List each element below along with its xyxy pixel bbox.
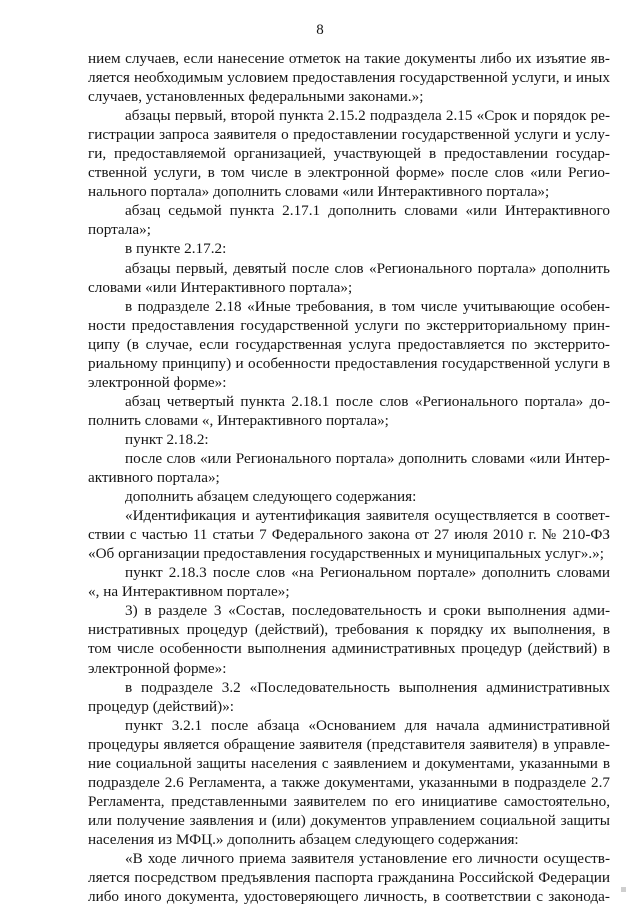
text-line: ляется посредством предъявления паспорта гражданина Российской Федерации [88, 869, 610, 887]
text-line: пункт 2.18.3 после слов «на Региональном портале» дополнить словами [125, 564, 610, 582]
text-line: абзацы первый, второй пункта 2.15.2 подраздела 2.15 «Срок и порядок ре- [125, 107, 610, 125]
text-line: пункт 2.18.2: [125, 430, 209, 448]
text-line: в пункте 2.17.2: [125, 240, 227, 258]
text-line: абзац четвертый пункта 2.18.1 после слов «Регионального портала» до- [125, 392, 610, 410]
text-line: ности предоставления государственной услуги по экстерриториальному прин- [88, 316, 610, 334]
text-line: населения из МФЦ.» дополнить абзацем следующего содержания: [88, 830, 519, 848]
text-line: ципу (в случае, если государственная услуга предоставляется по экстеррито- [88, 335, 610, 353]
document-body [88, 49, 610, 906]
page-number: 8 [316, 22, 324, 38]
scan-artifact-mark [621, 887, 626, 892]
text-line: 3) в разделе 3 «Состав, последовательность и сроки выполнения адми- [125, 602, 610, 620]
text-line: ствии с частью 11 статьи 7 Федерального закона от 27 июля 2010 г. № 210-ФЗ [88, 526, 610, 544]
text-line: активного портала»; [88, 469, 220, 487]
text-line: нием случаев, если нанесение отметок на такие документы либо их изъятие яв- [88, 50, 610, 67]
text-line: электронной форме»: [88, 659, 227, 677]
text-line: абзацы первый, девятый после слов «Регионального портала» дополнить [125, 259, 610, 277]
text-line: процедур (действий)»: [88, 697, 235, 715]
text-line: «Об организации предоставления государственных и муниципальных услуг».»; [88, 545, 604, 563]
text-line: после слов «или Регионального портала» дополнить словами «или Интер- [125, 449, 610, 467]
text-line: в подразделе 2.18 «Иные требования, в том числе учитывающие особен- [125, 297, 610, 315]
text-line: портала»; [88, 221, 151, 239]
text-line: абзац седьмой пункта 2.17.1 дополнить словами «или Интерактивного [125, 202, 610, 220]
text-line: электронной форме»: [88, 373, 227, 391]
text-line: ляется необходимым условием предоставления государственной услуги, и иных [88, 69, 610, 87]
text-line: Регламента, представленными заявителем по его инициативе самостоятельно, [88, 792, 610, 810]
text-line: нального портала» дополнить словами «или Интерактивного портала»; [88, 183, 550, 201]
text-line: гистрации запроса заявителя о предоставлении государственной услуги и услу- [88, 126, 610, 144]
text-line: либо иного документа, удостоверяющего личность, в соответствии с законода- [88, 888, 610, 906]
text-line: «В ходе личного приема заявителя установление его личности осуществ- [125, 849, 610, 867]
text-line: полнить словами «, Интерактивного портала»; [88, 411, 389, 429]
text-line: словами «или Интерактивного портала»; [88, 278, 353, 296]
text-line: ственной услуги, в том числе в электронной форме» после слов «или Регио- [88, 164, 610, 182]
text-line: подразделе 2.6 Регламента, а также документами, указанными в подразделе 2.7 [88, 773, 610, 791]
text-line: нистративных процедур (действий), требования к порядку их выполнения, в [88, 621, 610, 639]
text-line: в подразделе 3.2 «Последовательность выполнения административных [125, 678, 610, 696]
text-line: «, на Интерактивном портале»; [88, 583, 290, 601]
text-line: том числе особенности выполнения административных процедур (действий) в [88, 640, 610, 658]
text-line: дополнить абзацем следующего содержания: [125, 488, 417, 506]
text-line: процедуры является обращение заявителя (представителя заявителя) в управле- [88, 735, 610, 753]
text-line: ние социальной защиты населения с заявлением и документами, указанными в [88, 754, 610, 772]
text-line: риальному принципу) и особенности предоставления государственной услуги в [88, 354, 610, 372]
text-line: случаев, установленных федеральными законами.»; [88, 88, 424, 106]
text-line: «Идентификация и аутентификация заявителя осуществляется в соответ- [125, 507, 610, 525]
text-line: пункт 3.2.1 после абзаца «Основанием для начала административной [125, 716, 610, 734]
text-line: или получение заявления и (или) документов управлением социальной защиты [88, 811, 610, 829]
text-line: ги, предоставляемой организацией, участвующей в предоставлении государ- [88, 145, 610, 163]
